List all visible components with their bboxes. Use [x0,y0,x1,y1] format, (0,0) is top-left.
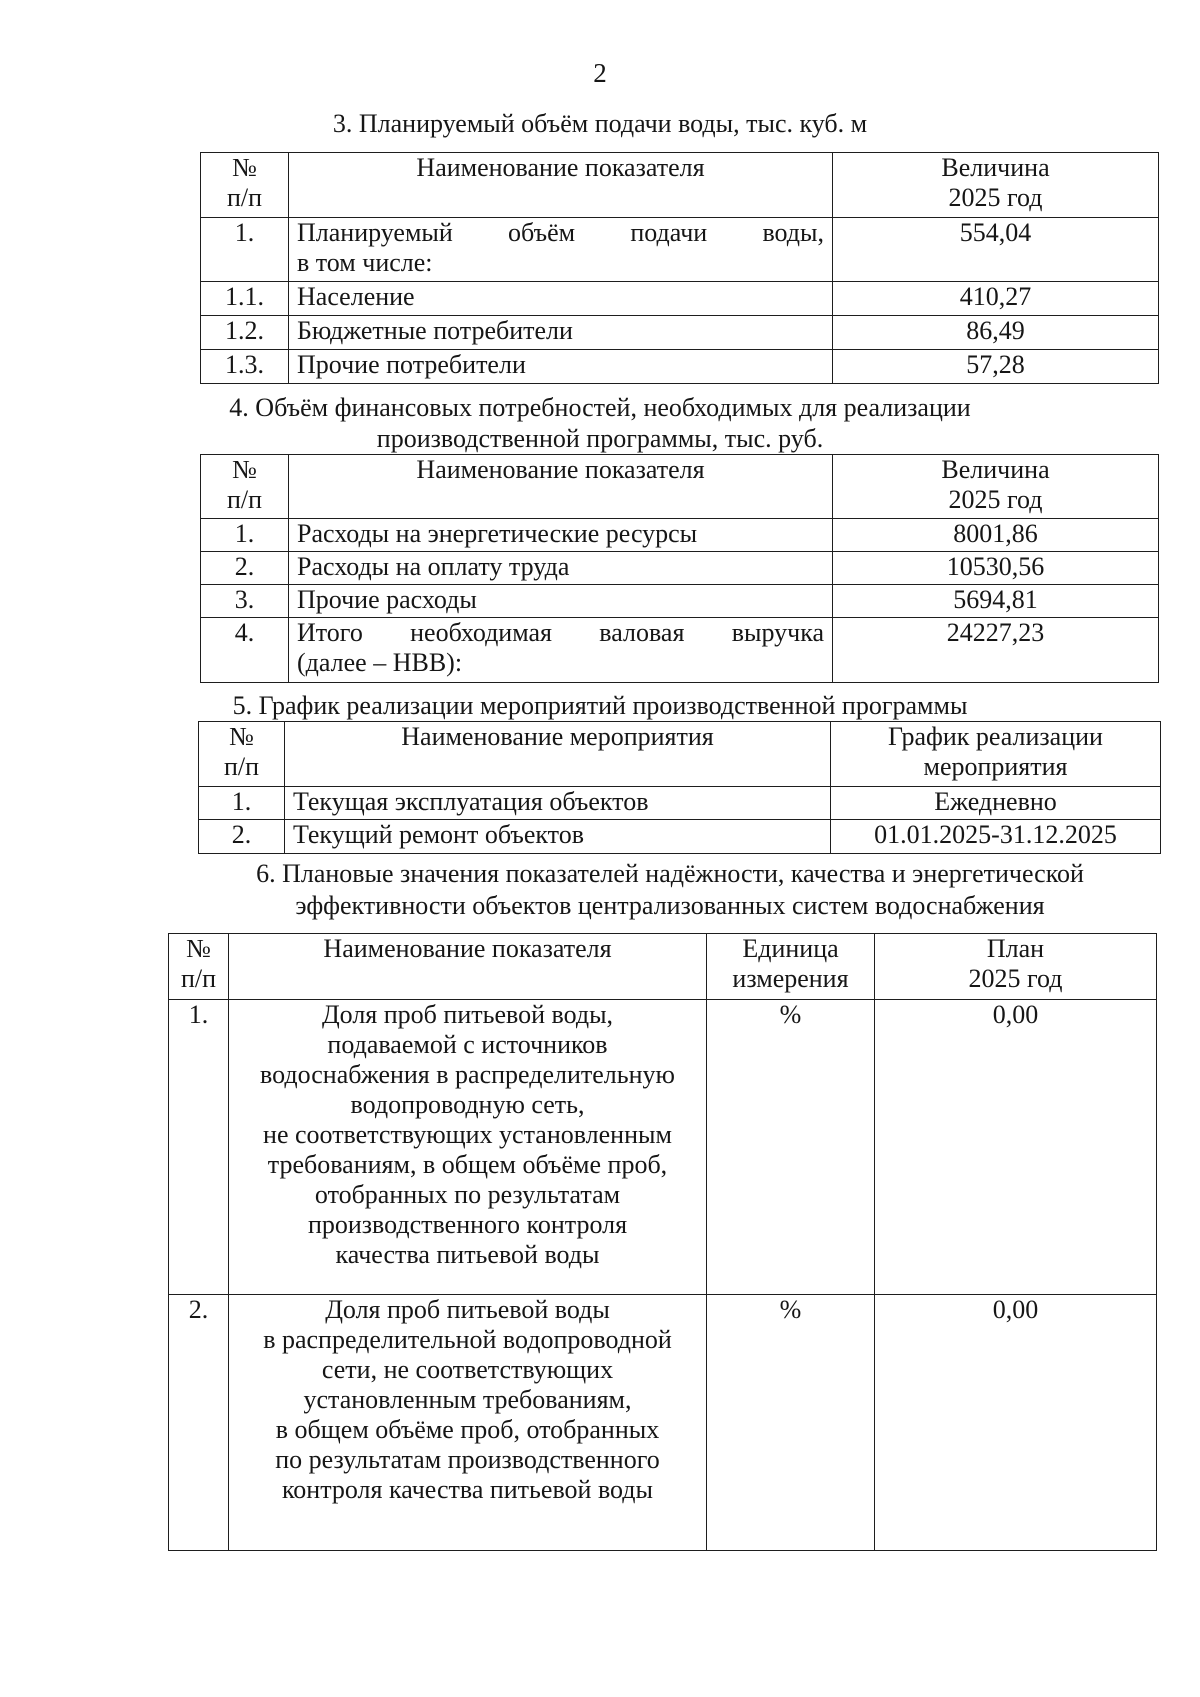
header-num: № п/п [201,153,289,218]
section4-table [200,454,1159,683]
section6-title-line2: эффективности объектов централизованных систем водоснабжения [295,891,1045,920]
header-num: № п/п [201,455,289,519]
table-header-row [201,153,1159,218]
row-num: 1.2. [201,316,289,350]
section6-title-line1: 6. Плановые значения показателей надёжности, качества и энергетической [256,859,1084,888]
header-name: Наименование показателя [289,153,833,218]
table-row [201,552,1159,585]
table-row [201,519,1159,552]
section5-table [198,721,1161,854]
section3-table [200,152,1159,384]
section4-title-line1: 4. Объём финансовых потребностей, необходимых для реализации [229,393,971,422]
section6-table [168,933,1157,1551]
row-name: Итого необходимая валовая выручка (далее – НВВ): [289,618,833,683]
row-value: 10530,56 [833,552,1159,585]
row-name: Доля проб питьевой воды в распределительной водопроводной сети, не соответствующих установленным требованиям, в общем объёме проб, отобранных по результатам производственного контроля качества питьевой воды [229,1295,707,1551]
table-header-row [169,934,1157,1000]
header-unit: Единица измерения [707,934,875,1000]
table-header-row [199,722,1161,787]
header-name: Наименование показателя [289,455,833,519]
row-num: 1. [199,787,285,820]
table-row [169,1000,1157,1295]
row-name: Текущая эксплуатация объектов [285,787,831,820]
header-name: Наименование показателя [229,934,707,1000]
row-value: 5694,81 [833,585,1159,618]
section3-title: 3. Планируемый объём подачи воды, тыс. куб. м [332,109,868,138]
row-value: 57,28 [833,350,1159,384]
row-num: 1. [201,519,289,552]
row-num: 2. [201,552,289,585]
row-value: 554,04 [833,218,1159,282]
table-row [201,218,1159,282]
row-plan: 0,00 [875,1000,1157,1295]
row-name: Текущий ремонт объектов [285,820,831,854]
row-name: Расходы на оплату труда [289,552,833,585]
row-value: 01.01.2025-31.12.2025 [831,820,1161,854]
row-value: Ежедневно [831,787,1161,820]
table-row [201,585,1159,618]
row-value: 410,27 [833,282,1159,316]
row-name: Доля проб питьевой воды, подаваемой с источников водоснабжения в распределительную водопроводную сеть, не соответствующих установленным требованиям, в общем объёме проб, отобранных по результатам производственного контроля качества питьевой воды [229,1000,707,1295]
header-value: Величина 2025 год [833,455,1159,519]
row-plan: 0,00 [875,1295,1157,1551]
header-num: № п/п [169,934,229,1000]
table-row [199,787,1161,820]
table-row [199,820,1161,854]
page-number: 2 [593,58,607,88]
row-value: 8001,86 [833,519,1159,552]
header-name: Наименование мероприятия [285,722,831,787]
row-name: Планируемый объём подачи воды, в том числе: [289,218,833,282]
row-name: Прочие расходы [289,585,833,618]
row-value: 86,49 [833,316,1159,350]
row-name: Прочие потребители [289,350,833,384]
row-unit: % [707,1295,875,1551]
header-value: Величина 2025 год [833,153,1159,218]
table-row [201,618,1159,683]
row-num: 1. [201,218,289,282]
header-plan: План 2025 год [875,934,1157,1000]
row-num: 1. [169,1000,229,1295]
section5-title: 5. График реализации мероприятий производственной программы [232,691,968,720]
row-name: Население [289,282,833,316]
table-row [169,1295,1157,1551]
row-num: 3. [201,585,289,618]
row-value: 24227,23 [833,618,1159,683]
row-num: 1.3. [201,350,289,384]
header-num: № п/п [199,722,285,787]
table-row [201,316,1159,350]
row-num: 1.1. [201,282,289,316]
row-name: Расходы на энергетические ресурсы [289,519,833,552]
table-row [201,350,1159,384]
row-unit: % [707,1000,875,1295]
row-num: 2. [199,820,285,854]
row-num: 2. [169,1295,229,1551]
row-num: 4. [201,618,289,683]
section4-title-line2: производственной программы, тыс. руб. [376,424,824,453]
header-value: График реализации мероприятия [831,722,1161,787]
table-header-row [201,455,1159,519]
table-row [201,282,1159,316]
row-name: Бюджетные потребители [289,316,833,350]
